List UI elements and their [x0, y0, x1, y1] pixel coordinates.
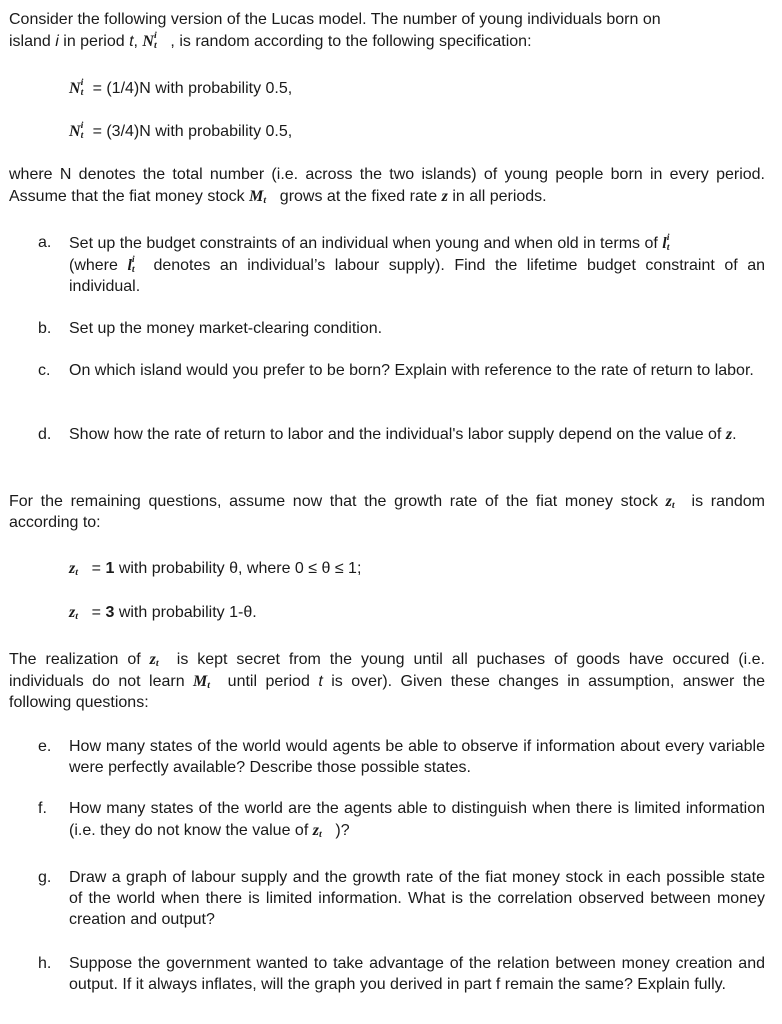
symbol-N: N	[142, 33, 154, 50]
spec-line-2: N i t = (3/4)N with probability 0.5,	[69, 119, 293, 142]
question-f: f. How many states of the world are the agents able to distinguish when there is limited information (i.e. they do not know the value of z t )?	[38, 800, 765, 841]
where-paragraph: where N denotes the total number (i.e. across the two islands) of young people born in every period. Assume that the fiat money stock M t grows at the fixed rate z in all periods.	[9, 166, 765, 207]
z-spec-line-1: z t = 1 with probability θ, where 0 ≤ θ ≤ 1;	[69, 560, 362, 579]
question-e: e. How many states of the world would agents be able to observe if information about every variable were perfectly available? Describe those possible states.	[38, 738, 765, 776]
z-spec-line-2: z t = 3 with probability 1-θ.	[69, 604, 257, 623]
realization-paragraph: The realization of z t is kept secret from the young until all puchases of goods have occured (i.e. individuals do not learn M t until period t is over). Given these changes in assumption, answer the following questions:	[9, 651, 765, 711]
spec-line-1: N i t = (1/4)N with probability 0.5,	[69, 76, 293, 99]
question-c: c. On which island would you prefer to be born? Explain with reference to the rate of return to labor.	[38, 362, 754, 379]
remaining-paragraph: For the remaining questions, assume now that the growth rate of the fiat money stock z t is random according to:	[9, 493, 765, 531]
question-h: h. Suppose the government wanted to take advantage of the relation between money creation and output. If it always inflates, will the graph you derived in part f remain the same? Explain fully.	[38, 955, 765, 993]
intro-paragraph: Consider the following version of the Lucas model. The number of young individuals born on island i in period t, N i t , is random according to the following specification:	[9, 11, 661, 52]
question-b: b. Set up the money market-clearing condition.	[38, 320, 383, 337]
question-a: a. Set up the budget constraints of an individual when young and when old in terms of l i t (where l i t denotes an individual’s labour supply). Find the lifetime budget constraint of an individual.	[38, 231, 766, 295]
question-g: g. Draw a graph of labour supply and the growth rate of the fiat money stock in each possible state of the world when there is limited information. What is the correlation observed between money creation and output?	[38, 869, 765, 928]
question-d: d. Show how the rate of return to labor and the individual's labor supply depend on the value of z.	[38, 426, 737, 443]
